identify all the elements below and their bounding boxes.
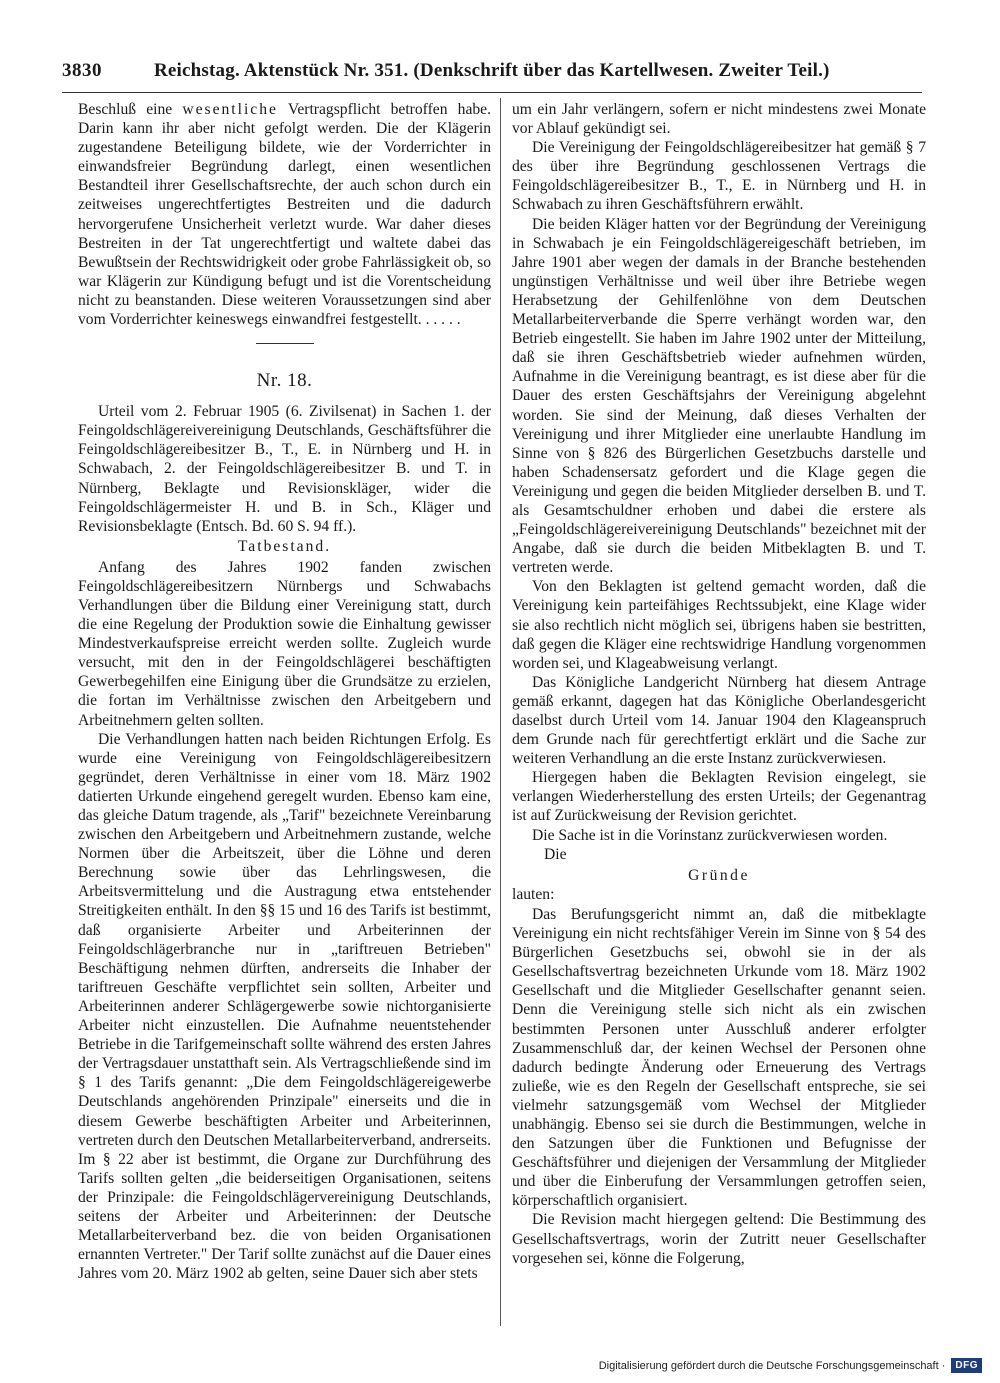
emphasized-text: wesentliche (182, 101, 278, 118)
paragraph: um ein Jahr verlängern, sofern er nicht mindestens zwei Monate vor Ablauf gekündigt sei. (512, 101, 926, 138)
page-number: 3830 (62, 60, 102, 81)
text-run: Vertragspflicht betroffen habe. Darin kann ihr aber nicht gefolgt werden. Die der Klägerin zugestandene Beteiligung bildete, wie der Vorderrichter in einwandsfreier Begründung darlegt, einen wesentlichen Bestandteil ihrer Gesellschaftsrechte, der auch schon durch ein zeitweises ungerechtfertigtes Bestreiten und die dadurch hervorgerufene Unsicherheit verletzt wurde. War daher dieses Bestreiten in der Tat ungerechtfertigt und waltete dabei das Bewußtsein der Rechtswidrigkeit oder grobe Fahrlässigkeit ob, so war Klägerin zur Kündigung befugt und ist die Vorentscheidung nicht zu beanstanden. Diese weiteren Voraussetzungen sind aber vom Vorderrichter keineswegs einwandfrei festgestellt. . . . . . (78, 101, 491, 329)
gruende-intro: Die (544, 845, 567, 863)
gruende-lauten: lauten: (512, 885, 555, 903)
paragraph: Die Revision macht hiergegen geltend: Die Bestimmung des Gesellschaftsvertrags, worin der Zutritt neuer Gesellschafter vorgesehen sei, könne die Folgerung, (512, 1211, 926, 1267)
gruende-heading: Gründe (688, 866, 750, 884)
page-header (62, 58, 922, 93)
paragraph: Die beiden Kläger hatten vor der Begründung der Vereinigung in Schwabach je ein Feingoldschlägereigeschäft betrieben, im Jahre 1901 aber wegen der damals in der Branche bestehenden ungünstigen Verhältnisse und weil über ihre Betriebe wegen Herabsetzung der Gehilfenlöhne von dem Deutschen Metallarbeiterverbande die Sperre verhängt worden war, den Betrieb eingestellt. Sie haben im Jahre 1902 unter der Mitteilung, daß sie ihren Geschäftsbetrieb wieder aufnehmen würden, Aufnahme in die Vereinigung beantragt, es ist diese aber für die Dauer des ersten Geschäftsjahrs der Vereinigung abgelehnt worden. Sie sind der Meinung, daß dieses Verhalten der Vereinigung und ihrer Mitglieder eine unerlaubte Handlung im Sinne von § 826 des Bürgerlichen Gesetzbuchs darstelle und haben Schadensersatz gefordert und die Klage gegen die Vereinigung und gegen die beiden Mitglieder derselben B. und T. als Gesamtschuldner erhoben und dabei die erstere als „Feingoldschlägereivereinigung Deutschlands" bezeichnet mit der Angabe, daß sie durch die beiden Mitbeklagten B. und T. vertreten werde. (512, 215, 926, 577)
paragraph: Hiergegen haben die Beklagten Revision eingelegt, sie verlangen Wiederherstellung des ersten Urteils; der Gegenantrag ist auf Zurückweisung der Revision gerichtet. (512, 769, 926, 825)
running-head: Reichstag. Aktenstück Nr. 351. (Denkschrift über das Kartellwesen. Zweiter Teil.) (154, 60, 830, 81)
right-column (512, 100, 926, 1268)
case-summary: Urteil vom 2. Februar 1905 (6. Zivilsenat) in Sachen 1. der Feingoldschlägereivereinigung Deutschlands, Geschäftsführer die Feingoldschlägereibesitzer B., T., E. in Nürnberg und H. in Schwabach, 2. der Feingoldschlägereibesitzer B. und T. in Nürnberg, Beklagte und Revisionskläger, wider die Feingoldschlägermeister H. und B. in Sch., Kläger und Revisionsbeklagte (Entsch. Bd. 60 S. 94 ff.). (78, 403, 491, 535)
paragraph: Anfang des Jahres 1902 fanden zwischen Feingoldschlägereibesitzern Nürnbergs und Schwabachs Verhandlungen über die Bildung einer Vereinigung statt, durch die eine Regelung der Produktion sowie die Einhaltung gewisser Mindestverkaufspreise erreicht werden sollte. Zugleich wurde versucht, mit den in der Feingoldschlägerei beschäftigten Gewerbegehilfen eine Einigung über die Grundsätze zu erzielen, die fortan im Verhältnisse zwischen den Arbeitgebern und Arbeitnehmern gelten sollten. (78, 558, 491, 729)
left-column (78, 100, 491, 1283)
digitization-credit (599, 1358, 982, 1373)
paragraph: Die Vereinigung der Feingoldschlägereibesitzer hat gemäß § 7 des über ihre Begründung geschlossenen Vertrags die Feingoldschlägereibesitzer B., T., E. in Nürnberg und H. in Schwabach zu ihren Geschäftsführern erwählt. (512, 139, 926, 214)
column-divider (500, 98, 501, 1326)
dfg-logo-icon: DFG (951, 1358, 982, 1373)
paragraph: Das Königliche Landgericht Nürnberg hat diesem Antrage gemäß erkannt, dagegen hat das Königliche Oberlandesgericht daselbst durch Urteil vom 14. Januar 1904 den Klageanspruch dem Grunde nach für gerechtfertigt erklärt und die Sache zur weiteren Verhandlung an die erste Instanz zurückverwiesen. (512, 673, 926, 768)
paragraph: Die Verhandlungen hatten nach beiden Richtungen Erfolg. Es wurde eine Vereinigung von Feingoldschlägereibesitzern gegründet, deren Verhältnisse in einer vom 18. März 1902 datierten Urkunde eingehend geregelt wurden. Ebenso kam eine, das gleiche Datum tragende, als „Tarif" bezeichnete Vereinbarung zwischen den Arbeitgebern und Arbeitnehmern zustande, welche Normen über die Arbeitszeit, über die Löhne und deren Berechnung sowie über das Lehrlingswesen, die Arbeitsvermittelung und die Austragung etwa entstehender Streitigkeiten enthält. In den §§ 15 und 16 des Tarifs ist bestimmt, daß organisierte Arbeiter und Arbeiterinnen der Feingoldschlägerbranche nur in „tariftreuen Betrieben" Beschäftigung nehmen dürften, andrerseits die Inhaber der tariftreuen Geschäfte verpflichtet sein sollten, Arbeiter und Arbeiterinnen anderer Schlägergewerbe sowie nichtorganisierte Arbeiter nicht einzustellen. Die Aufnahme neuentstehender Betriebe in die Tarifgemeinschaft sollte während des ersten Jahres der Vertragsdauer unstatthaft sein. Als Vertragschließende sind im § 1 des Tarifs genannt: „Die dem Feingoldschlägereigewerbe Deutschlands angehörenden Prinzipale" einerseits und die in diesem Gewerbe beschäftigten Arbeiter und Arbeiterinnen, vertreten durch den Deutschen Metallarbeiterverband, andrerseits. Im § 22 aber ist bestimmt, die Organe zur Durchführung des Tarifs sollten gelten „die beiderseitigen Organisationen, seitens der Prinzipale: die Feingoldschlägervereinigung Deutschlands, seitens der Arbeiter und Arbeiterinnen: der Deutsche Metallarbeiterverband bez. die von beiden Organisationen ernannten Vertreter." Der Tarif sollte zunächst auf die Dauer eines Jahres vom 20. März 1902 ab gelten, seine Dauer sich aber stets (78, 730, 491, 1283)
paragraph: Von den Beklagten ist geltend gemacht worden, daß die Vereinigung kein parteifähiges Rechtssubjekt, eine Klage wider sie also rechtlich nicht möglich sei, übrigens haben sie bestritten, daß gegen die Kläger eine rechtswidrige Handlung vorgenommen worden sei, und Klageabweisung verlangt. (512, 578, 926, 672)
paragraph: Das Berufungsgericht nimmt an, daß die mitbeklagte Vereinigung ein nicht rechtsfähiger Verein im Sinne von § 54 des Bürgerlichen Gesetzbuchs sei, obwohl sie in der als Gesellschaftsvertrag bezeichneten Urkunde vom 18. März 1902 Gesellschaft und die Mitglieder Gesellschafter genannt seien. Denn die Vereinigung stelle sich nicht als ein zwischen bestimmten Personen unter Ausschluß anderer erfolgter Zusammenschluß dar, der keinen Wechsel der Personen ohne dadurch bedingte Änderung oder Erneuerung des Vertrags zuließe, wie es den Regeln der Gesellschaft entspreche, sie sei vielmehr satzungsgemäß vom Wechsel der Mitglieder unabhängig. Ebenso sei sie durch die Bestimmungen, welche in den Satzungen über die Funktionen und Befugnisse der Geschäftsführer und diejenigen der Versammlung der Mitglieder und über die Einberufung der Versammlungen getroffen seien, körperschaftlich organisiert. (512, 905, 926, 1210)
paragraph: Die Sache ist in die Vorinstanz zurückverwiesen worden. (532, 826, 888, 844)
text-run: Beschluß eine (78, 101, 183, 118)
paragraph (78, 100, 491, 329)
case-title: Nr. 18. (256, 370, 313, 392)
credit-text: Digitalisierung gefördert durch die Deutsche Forschungsgemeinschaft · (598, 1359, 946, 1372)
tatbestand-heading: Tatbestand. (237, 537, 332, 555)
section-separator (256, 343, 314, 344)
